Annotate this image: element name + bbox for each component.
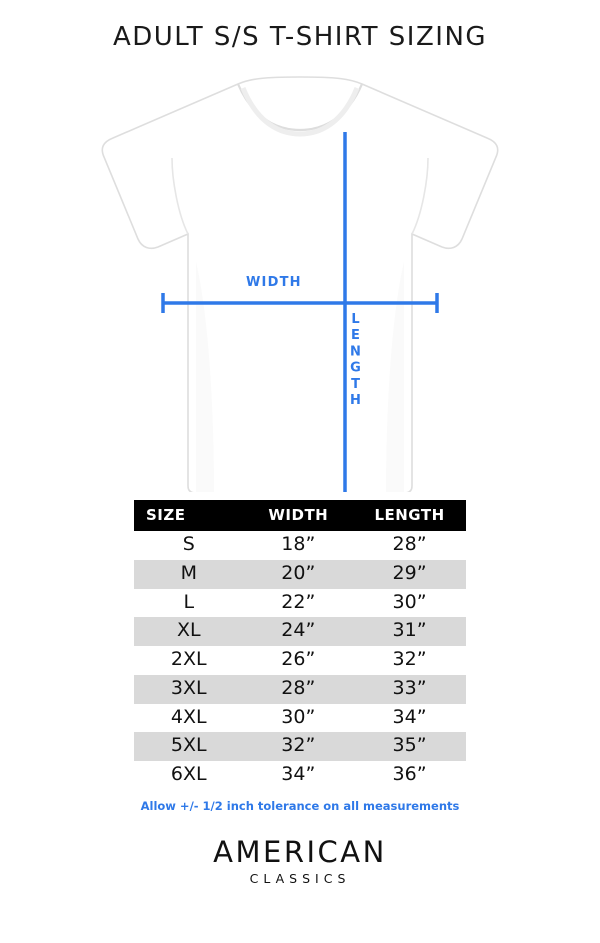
table-row <box>134 761 466 790</box>
table-header-row <box>134 500 466 531</box>
table-row <box>134 675 466 704</box>
cell-length: 32” <box>353 646 466 675</box>
cell-width: 18” <box>244 531 354 560</box>
brand-name: AMERICAN <box>213 834 387 869</box>
cell-size: 3XL <box>134 675 244 704</box>
cell-size: 4XL <box>134 704 244 733</box>
cell-length: 28” <box>353 531 466 560</box>
table-row <box>134 560 466 589</box>
cell-length: 30” <box>353 589 466 618</box>
cell-size: 6XL <box>134 761 244 790</box>
cell-size: 5XL <box>134 732 244 761</box>
table-row <box>134 704 466 733</box>
size-table-body <box>134 531 466 790</box>
cell-width: 30” <box>244 704 354 733</box>
size-table <box>134 500 466 790</box>
cell-length: 34” <box>353 704 466 733</box>
cell-size: XL <box>134 617 244 646</box>
cell-length: 33” <box>353 675 466 704</box>
cell-size: S <box>134 531 244 560</box>
cell-size: 2XL <box>134 646 244 675</box>
cell-size: L <box>134 589 244 618</box>
column-header-width: WIDTH <box>244 500 354 531</box>
brand-tagline: CLASSICS <box>249 870 351 886</box>
cell-size: M <box>134 560 244 589</box>
table-row <box>134 646 466 675</box>
table-row <box>134 617 466 646</box>
cell-width: 20” <box>244 560 354 589</box>
cell-width: 26” <box>244 646 354 675</box>
cell-width: 34” <box>244 761 354 790</box>
table-row <box>134 531 466 560</box>
cell-length: 31” <box>353 617 466 646</box>
table-row <box>134 732 466 761</box>
tshirt-diagram <box>0 62 600 492</box>
cell-length: 29” <box>353 560 466 589</box>
cell-width: 22” <box>244 589 354 618</box>
tolerance-note: Allow +/- 1/2 inch tolerance on all measurements <box>140 798 460 813</box>
column-header-size: SIZE <box>134 500 244 531</box>
cell-width: 28” <box>244 675 354 704</box>
cell-width: 32” <box>244 732 354 761</box>
cell-length: 36” <box>353 761 466 790</box>
column-header-length: LENGTH <box>353 500 466 531</box>
brand-footer <box>0 835 600 886</box>
length-label: LENGTH <box>348 312 363 410</box>
width-label: WIDTH <box>246 275 302 290</box>
size-chart <box>134 500 466 813</box>
size-table-header <box>134 500 466 531</box>
cell-length: 35” <box>353 732 466 761</box>
page-title: ADULT S/S T-SHIRT SIZING <box>112 22 488 52</box>
table-row <box>134 589 466 618</box>
cell-width: 24” <box>244 617 354 646</box>
